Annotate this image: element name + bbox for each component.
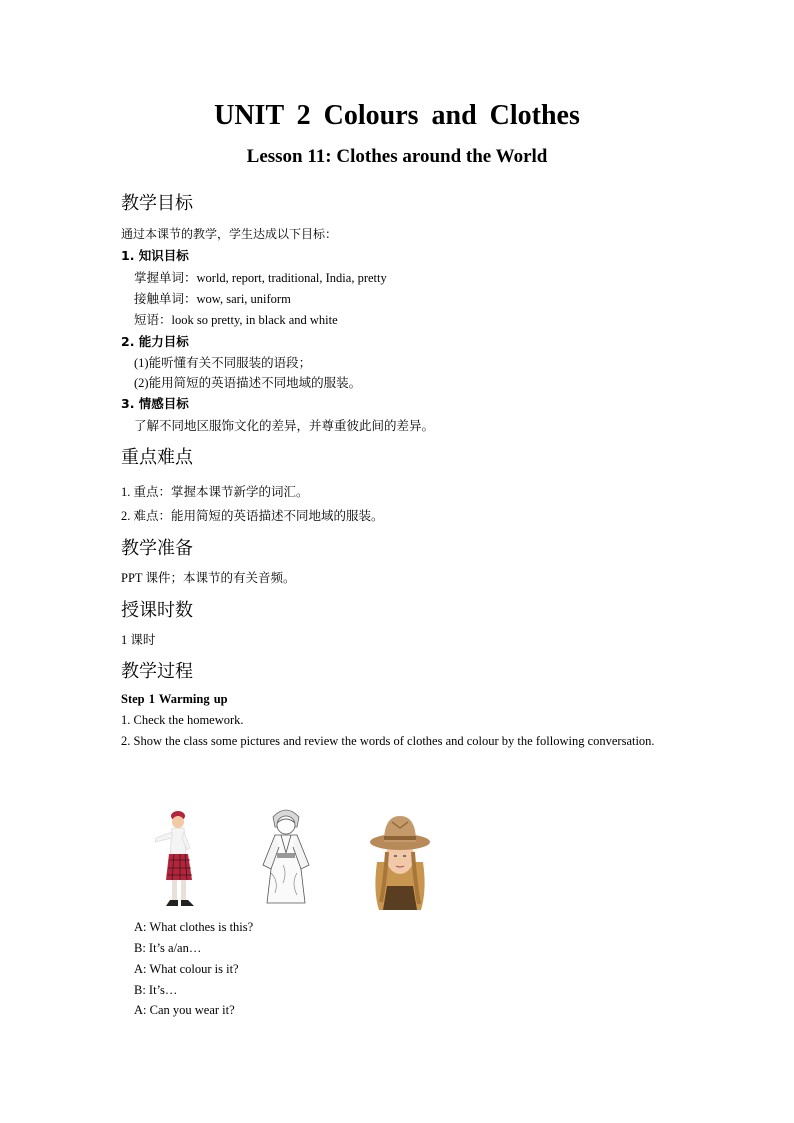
- objectives-intro: 通过本课节的教学，学生达成以下目标：: [121, 227, 338, 241]
- kilt-figure-picture: [150, 808, 212, 912]
- objectives-heading: 教学目标: [121, 193, 193, 214]
- key-points-heading: 重点难点: [121, 447, 193, 468]
- key-point-item: 1. 重点：掌握本课节新学的词汇。: [121, 485, 309, 499]
- ability-item-1: (1)能听懂有关不同服装的语段；: [134, 356, 312, 370]
- ability-heading: 2. 能力目标: [121, 334, 189, 349]
- hanfu-figure-picture: [257, 803, 315, 909]
- lesson-title: Lesson 11: Clothes around the World: [246, 146, 548, 167]
- dialogue-line: B: It’s a/an…: [134, 941, 202, 955]
- step1-title: Step 1 Warming up: [121, 692, 228, 706]
- knowledge-master-words: 掌握单词：world, report, traditional, India, pretty: [134, 271, 387, 285]
- dialogue-line: A: Can you wear it?: [134, 1003, 235, 1017]
- knowledge-contact-words: 接触单词：wow, sari, uniform: [134, 292, 291, 306]
- cowgirl-picture: [367, 812, 432, 910]
- process-heading: 教学过程: [121, 661, 193, 682]
- dialogue-line: A: What colour is it?: [134, 962, 239, 976]
- preparation-text: PPT 课件；本课节的有关音频。: [121, 571, 296, 585]
- emotion-text: 了解不同地区服饰文化的差异，并尊重彼此间的差异。: [134, 419, 435, 433]
- knowledge-heading: 1. 知识目标: [121, 248, 189, 263]
- ability-item-2: (2)能用简短的英语描述不同地域的服装。: [134, 376, 362, 390]
- emotion-heading: 3. 情感目标: [121, 396, 189, 411]
- difficult-point-item: 2. 难点：能用简短的英语描述不同地域的服装。: [121, 509, 384, 523]
- unit-title: UNIT 2 Colours and Clothes: [214, 100, 580, 131]
- dialogue-line: A: What clothes is this?: [134, 920, 254, 934]
- process-item-2: 2. Show the class some pictures and review the words of clothes and colour by the following conversation.: [121, 734, 655, 748]
- preparation-heading: 教学准备: [121, 538, 193, 559]
- hours-text: 1 课时: [121, 633, 156, 647]
- process-item-1: 1. Check the homework.: [121, 713, 244, 727]
- dialogue-line: B: It’s…: [134, 983, 178, 997]
- knowledge-phrases: 短语：look so pretty, in black and white: [134, 313, 338, 327]
- hours-heading: 授课时数: [121, 600, 193, 621]
